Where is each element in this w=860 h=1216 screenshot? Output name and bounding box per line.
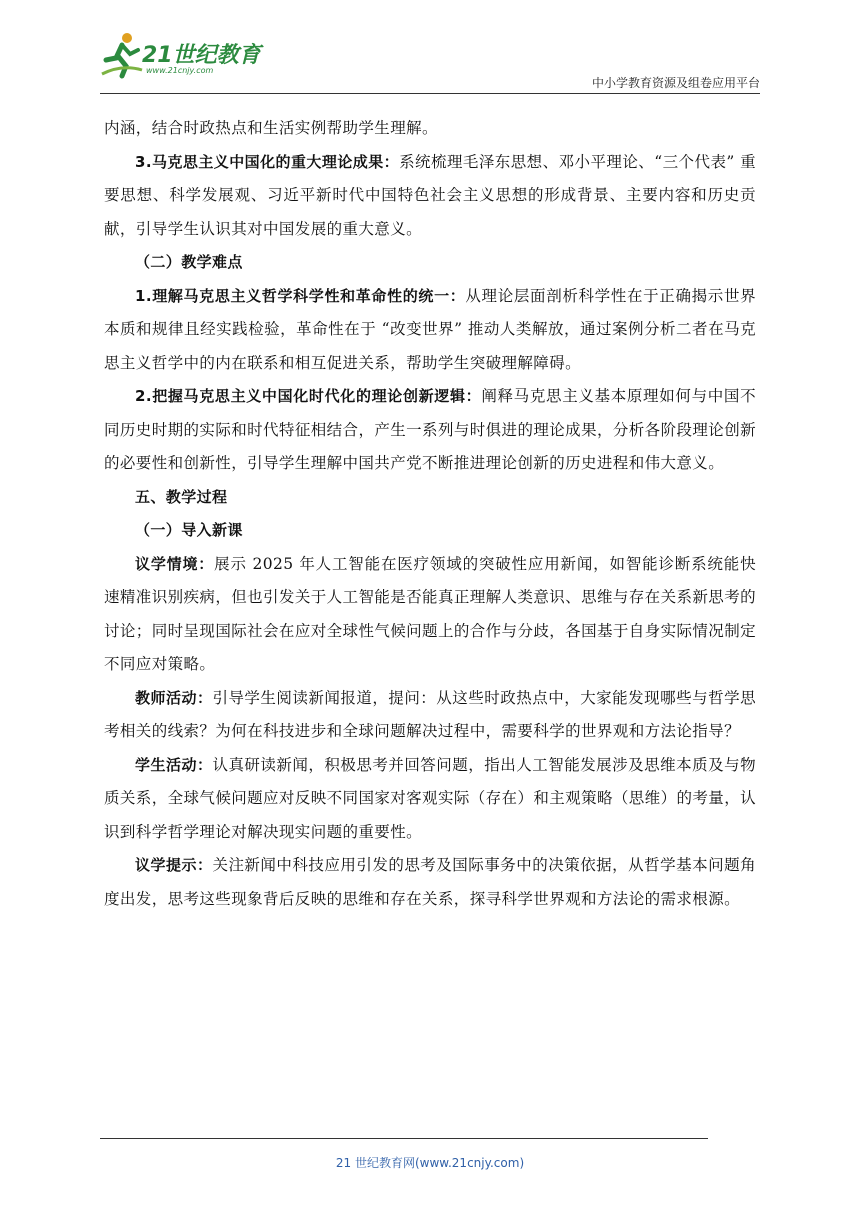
runner-logo-icon: [100, 30, 144, 82]
page-header: [100, 28, 760, 92]
paragraph: 3.马克思主义中国化的重大理论成果：系统梳理毛泽东思想、邓小平理论、“三个代表” 重要思想、科学发展观、习近平新时代中国特色社会主义思想的形成背景、主要内容和历史贡献，引导学生认识其对中国发展的重大意义。: [104, 152, 756, 238]
site-logo[interactable]: [100, 28, 280, 84]
paragraph: 内涵，结合时政热点和生活实例帮助学生理解。: [104, 119, 438, 137]
logo-url: www.21cnjy.com: [146, 66, 214, 75]
paragraph: 教师活动：引导学生阅读新闻报道，提问：从这些时政热点中，大家能发现哪些与哲学思考相关的线索？为何在科技进步和全球问题解决过程中，需要科学的世界观和方法论指导？: [104, 688, 756, 740]
paragraph-lead: 2.把握马克思主义中国化时代化的理论创新逻辑：: [135, 387, 482, 405]
footer-link[interactable]: 21 世纪教育网(www.21cnjy.com): [335, 1156, 525, 1170]
section-heading: （二）教学难点: [135, 253, 243, 271]
section-heading: （一）导入新课: [135, 521, 243, 539]
paragraph-lead: 学生活动：: [135, 755, 213, 774]
header-divider: [100, 93, 760, 94]
logo-text: 21世纪教育: [142, 43, 261, 68]
paragraph-lead: 议学情境：: [135, 554, 215, 573]
platform-name: 中小学教育资源及组卷应用平台: [591, 76, 760, 90]
paragraph-lead: 3.马克思主义中国化的重大理论成果：: [135, 152, 400, 171]
paragraph-lead: 议学提示：: [135, 856, 213, 874]
paragraph-lead: 1.理解马克思主义哲学科学性和革命性的统一：: [135, 286, 466, 305]
section-heading: 五、教学过程: [135, 487, 228, 506]
paragraph: 议学情境：展示 2025 年人工智能在医疗领域的突破性应用新闻，如智能诊断系统能快速精准识别疾病，但也引发关于人工智能是否能真正理解人类意识、思维与存在关系新思考的讨论；同时呈现国际社会在应对全球性气候问题上的合作与分歧，各国基于自身实际情况制定不同应对策略。: [104, 554, 756, 673]
paragraph: 议学提示：关注新闻中科技应用引发的思考及国际事务中的决策依据，从哲学基本问题角度出发，思考这些现象背后反映的思维和存在关系，探寻科学世界观和方法论的需求根源。: [104, 856, 756, 908]
paragraph: 学生活动：认真研读新闻，积极思考并回答问题，指出人工智能发展涉及思维本质及与物质关系，全球气候问题应对反映不同国家对客观实际（存在）和主观策略（思维）的考量，认识到科学哲学理论对解决现实问题的重要性。: [104, 755, 756, 841]
paragraph-lead: 教师活动：: [135, 688, 213, 707]
paragraph: 1.理解马克思主义哲学科学性和革命性的统一：从理论层面剖析科学性在于正确揭示世界本质和规律且经实践检验，革命性在于 “改变世界” 推动人类解放，通过案例分析二者在马克思主义哲学中的内在联系和相互促进关系，帮助学生突破理解障碍。: [104, 286, 757, 372]
footer-divider: [100, 1138, 708, 1139]
paragraph: 2.把握马克思主义中国化时代化的理论创新逻辑：阐释马克思主义基本原理如何与中国不同历史时期的实际和时代特征相结合，产生一系列与时俱进的理论成果，分析各阶段理论创新的必要性和创新性，引导学生理解中国共产党不断推进理论创新的历史进程和伟大意义。: [104, 387, 756, 472]
document-body: [104, 112, 756, 916]
